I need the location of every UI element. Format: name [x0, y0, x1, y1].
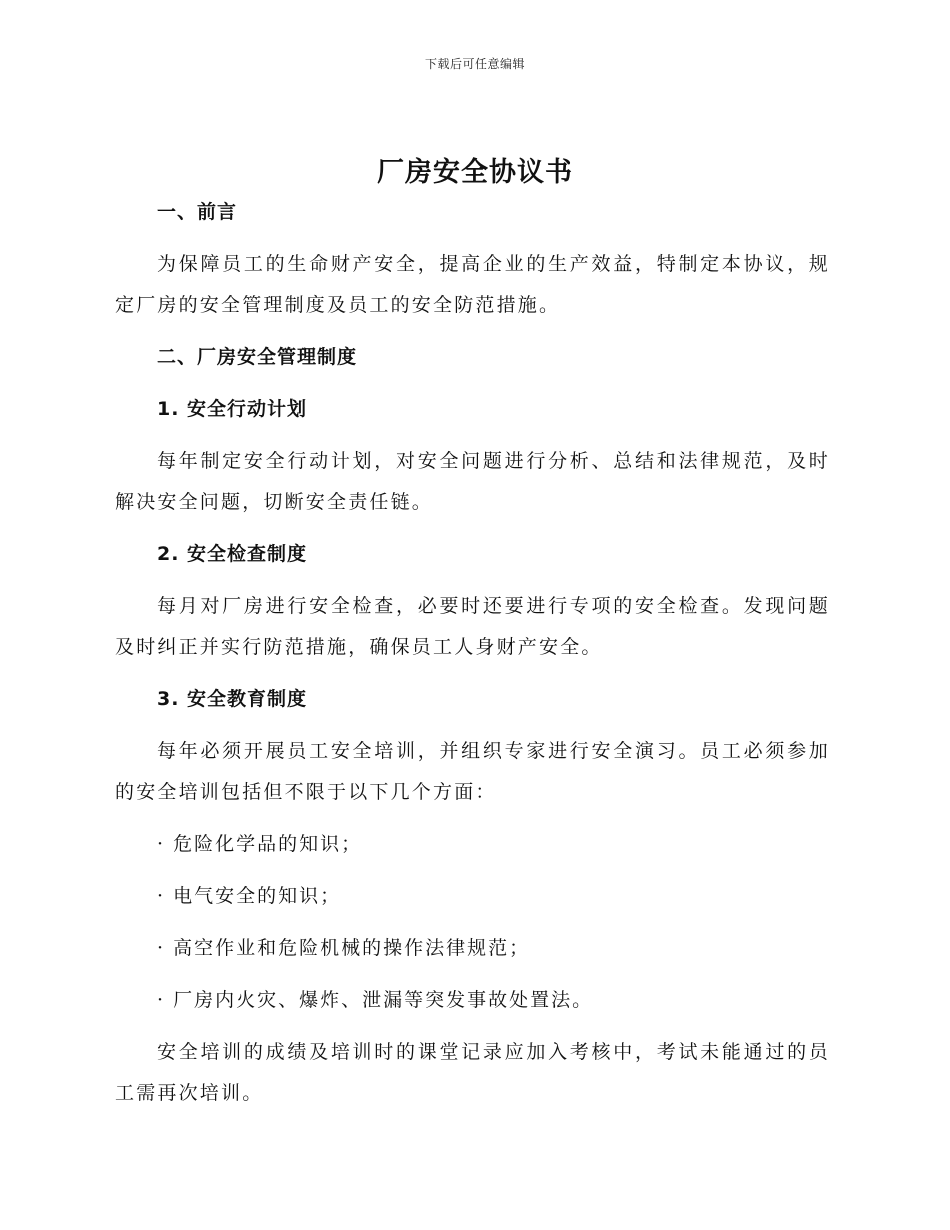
list-item: · 厂房内火灾、爆炸、泄漏等突发事故处置法。	[157, 989, 594, 1011]
subheading-inspection: 2. 安全检查制度	[157, 543, 308, 565]
preface-paragraph: 为保障员工的生命财产安全，提高企业的生产效益，特制定本协议，规定厂房的安全管理制度及员工的安全防范措施。	[115, 253, 830, 316]
document-title: 厂房安全协议书	[377, 157, 573, 188]
section-heading-preface: 一、前言	[157, 201, 238, 223]
subheading-action-plan: 1. 安全行动计划	[157, 398, 308, 420]
list-item: · 电气安全的知识；	[157, 885, 342, 907]
education-paragraph: 每年必须开展员工安全培训，并组织专家进行安全演习。员工必须参加的安全培训包括但不限于以下几个方面：	[115, 740, 830, 803]
action-plan-paragraph: 每年制定安全行动计划，对安全问题进行分析、总结和法律规范，及时解决安全问题，切断安全责任链。	[115, 450, 830, 513]
document-body	[115, 192, 830, 1125]
section-heading-management: 二、厂房安全管理制度	[157, 346, 358, 368]
header-note: 下载后可任意编辑	[424, 57, 525, 71]
subheading-education: 3. 安全教育制度	[157, 688, 308, 710]
list-item: · 高空作业和危险机械的操作法律规范；	[157, 937, 531, 959]
list-item: · 危险化学品的知识；	[157, 833, 363, 855]
closing-paragraph: 安全培训的成绩及培训时的课堂记录应加入考核中，考试未能通过的员工需再次培训。	[115, 1041, 830, 1104]
inspection-paragraph: 每月对厂房进行安全检查，必要时还要进行专项的安全检查。发现问题及时纠正并实行防范措施，确保员工人身财产安全。	[115, 595, 830, 658]
